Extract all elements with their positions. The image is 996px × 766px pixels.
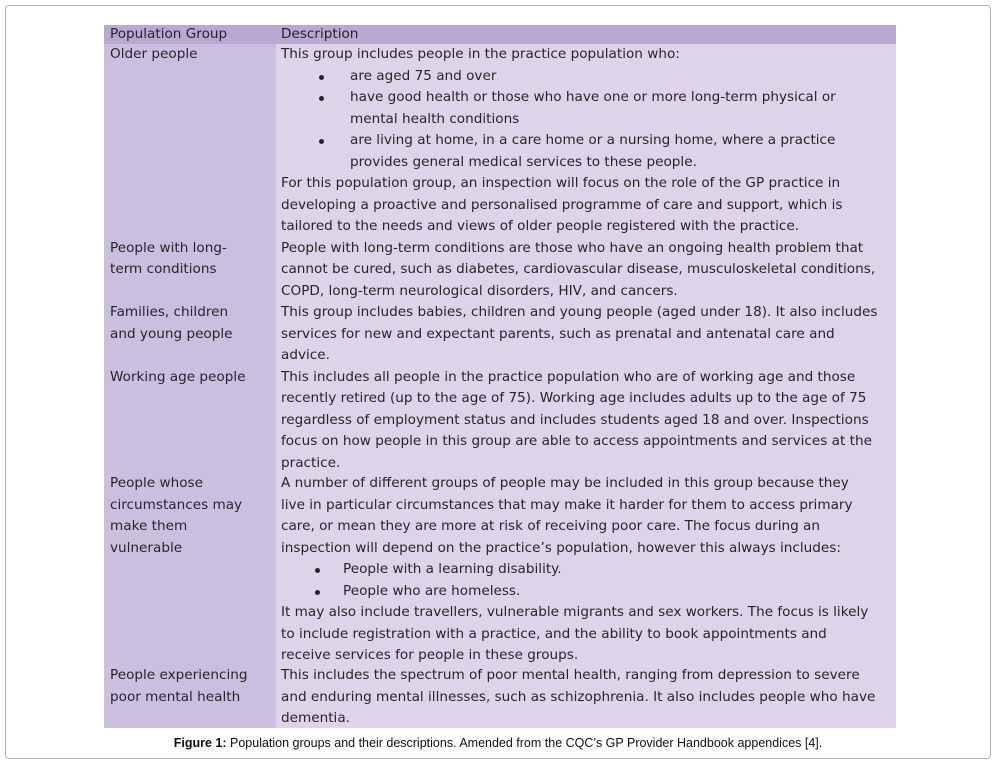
- description-long-term-conditions: People with long-term conditions are those who have an ongoing health problem that cannot be cured, such as diabetes, cardiovascular disease, musculoskeletal conditions, COPD, long-term neurological disorders, HIV, and cancers.: [281, 239, 876, 299]
- bullet-icon: [315, 568, 320, 573]
- bullet-item: People with a learning disability.: [281, 559, 868, 581]
- figure-caption-text: Population groups and their descriptions. Amended from the CQC’s GP Provider Handbook appendices [4].: [226, 736, 823, 750]
- bullet-icon: [319, 139, 324, 144]
- group-older-people: Older people: [110, 46, 198, 62]
- bullet-item: have good health or those who have one or more long-term physical or: [281, 87, 842, 109]
- description-vulnerable: A number of different groups of people may be included in this group because they live in particular circumstances that may make it harder for them to access primary care, or mean they are more at risk of receiving poor care. The focus during an inspection will depend on the practice’s population, however this always includes: People with a learning disability. People who are homeless. It may also include travellers, vulnerable migrants and sex workers. The focus is likely to include registration with a practice, and the ability to book appointments and receive services for people in these groups.: [281, 475, 869, 663]
- description-families-children: This group includes babies, children and young people (aged under 18). It also includes services for new and expectant parents, such as prenatal and antenatal care and advice.: [281, 304, 878, 363]
- bullet-icon: [319, 75, 324, 80]
- bullet-icon: [319, 96, 324, 101]
- description-working-age: This includes all people in the practice population who are of working age and those recently retired (up to the age of 75). Working age includes adults up to the age of 75 regardless of employment status and includes students aged 18 and over. Inspections focus on how people in this group are able to access appointments and services at the practice.: [281, 368, 872, 471]
- group-working-age: Working age people: [110, 368, 246, 385]
- bullet-item: are living at home, in a care home or a nursing home, where a practice: [281, 130, 842, 152]
- group-families-children: Families, children and young people: [110, 304, 233, 342]
- header-population-group: Population Group: [110, 26, 228, 42]
- bullet-item: are aged 75 and over: [281, 66, 842, 88]
- group-vulnerable: People whose circumstances may make them vulnerable: [110, 475, 243, 556]
- older-intro: This group includes people in the practice population who:: [281, 46, 680, 62]
- figure-label: Figure 1:: [173, 736, 227, 750]
- population-groups-table: [104, 25, 896, 728]
- header-description: Description: [281, 26, 359, 42]
- description-older-people: This group includes people in the practice population who: are aged 75 and over have good health or those who have one or more long-term physical or mental health conditions are living at home, in a care home or a nursing home, where a practice provides general medical services to these people. For this population group, an inspection will focus on the role of the GP practice in developing a proactive and personalised programme of care and support, which is tailored to the needs and views of older people registered with the practice.: [281, 46, 843, 234]
- figure-caption: [0, 736, 996, 750]
- bullet-icon: [315, 590, 320, 595]
- bullet-item: People who are homeless.: [281, 581, 868, 603]
- group-mental-health: People experiencing poor mental health: [110, 667, 248, 705]
- group-long-term-conditions: People with long- term conditions: [110, 239, 227, 277]
- description-mental-health: This includes the spectrum of poor mental health, ranging from depression to severe and enduring mental illnesses, such as schizophrenia. It also includes people who have dementia.: [281, 667, 876, 726]
